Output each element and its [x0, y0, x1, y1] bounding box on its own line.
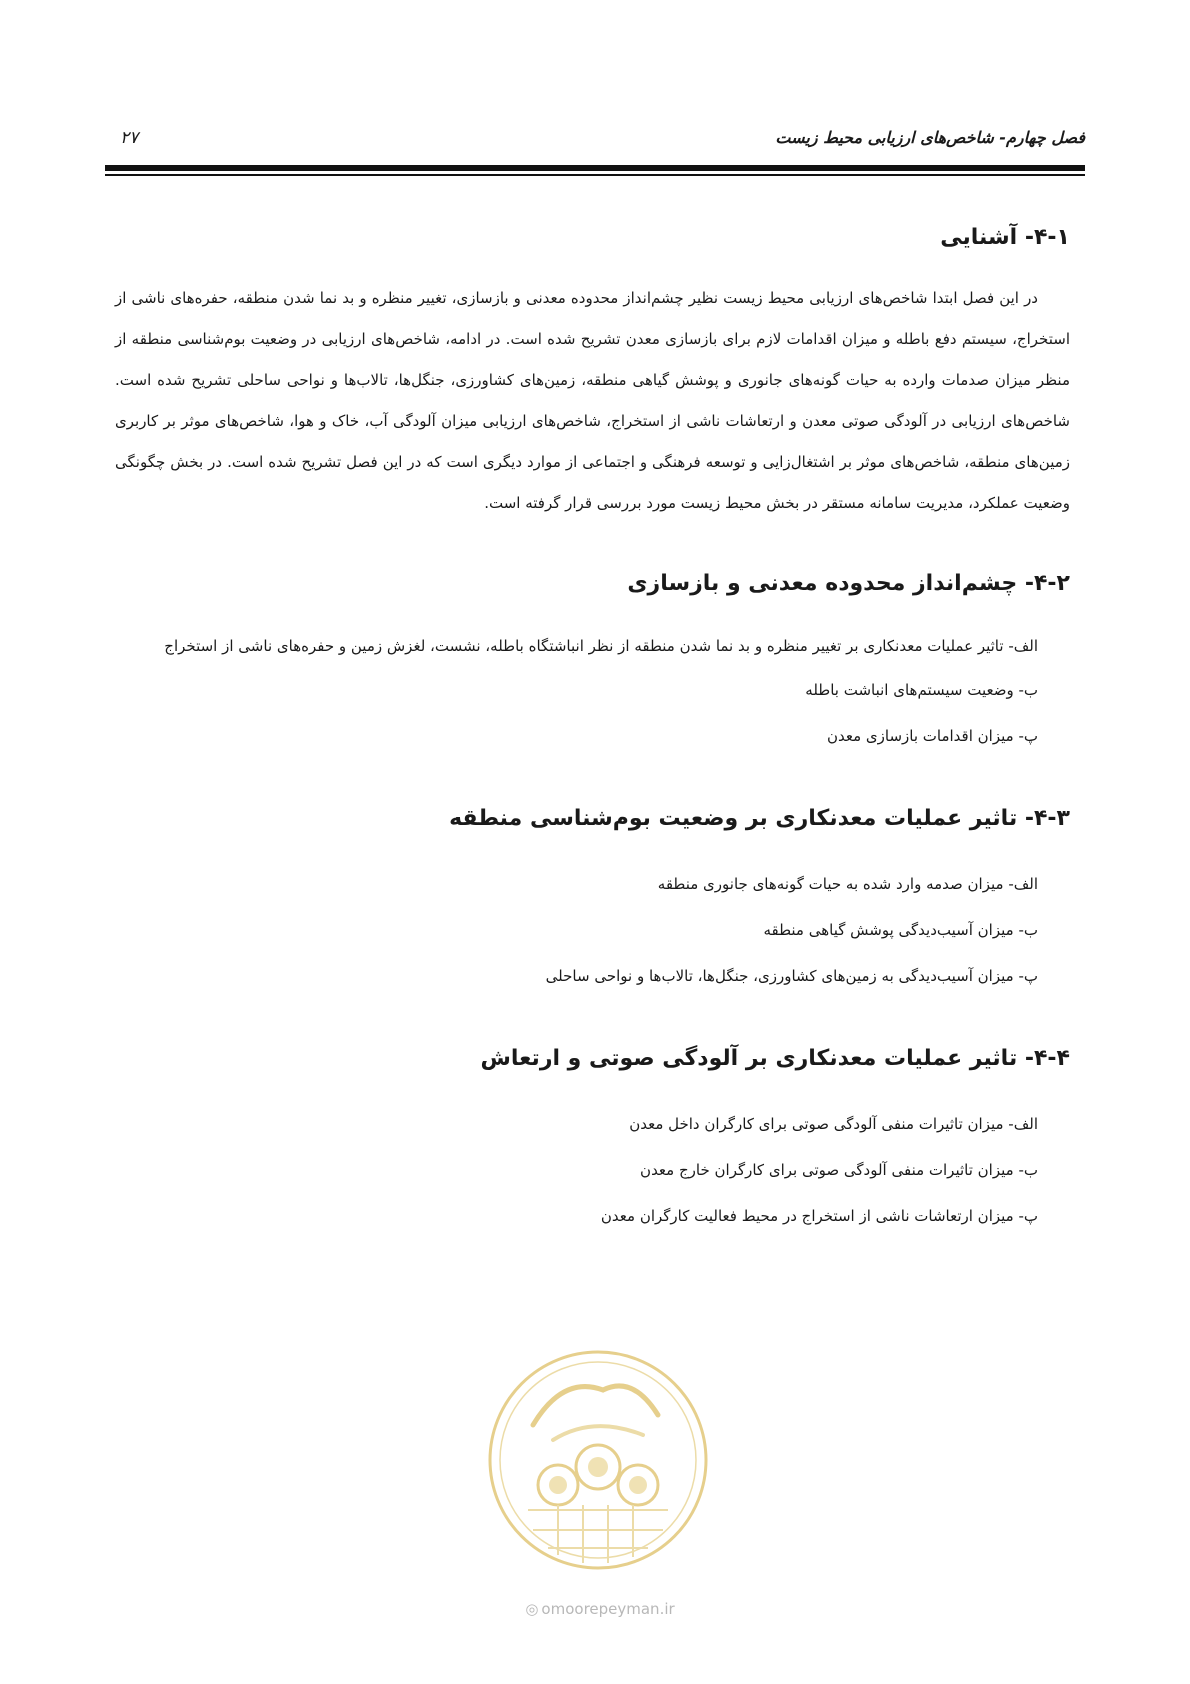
section-landscape	[115, 564, 1070, 759]
list-item: ب- وضعیت سیستم‌های انباشت باطله	[805, 681, 1038, 699]
header-rule-thin	[105, 174, 1085, 176]
intro-paragraph: در این فصل ابتدا شاخص‌های ارزیابی محیط زیست نظیر چشم‌انداز محدوده معدنی و بازسازی، تغییر منظره و بد نما شدن منطقه، حفره‌های ناشی از استخراج، سیستم دفع باطله و میزان اقدامات لازم برای بازسازی معدن تشریح شده است. در ادامه، شاخص‌های ارزیابی در وضعیت بوم‌شناسی منطقه از منظر میزان صدمات وارده به حیات گونه‌های جانوری و پوشش گیاهی منطقه، زمین‌های کشاورزی، جنگل‌ها، تالاب‌ها و نواحی ساحلی تشریح شده است. شاخص‌های ارزیابی در آلودگی صوتی معدن و ارتعاشات ناشی از استخراج، شاخص‌های ارزیابی میزان آلودگی آب، خاک و هوا، شاخص‌های موثر بر کاربری زمین‌های منطقه، شاخص‌های موثر بر اشتغال‌زایی و توسعه فرهنگی و اجتماعی از موارد دیگری است که در این فصل تشریح شده است. در بخش چگونگی وضعیت عملکرد، مدیریت سامانه مستقر در بخش محیط زیست مورد بررسی قرار گرفته است.	[115, 289, 1070, 512]
list-item: الف- میزان صدمه وارد شده به حیات گونه‌های جانوری منطقه	[657, 875, 1038, 893]
item-list	[115, 626, 1070, 759]
section-introduction	[115, 218, 1070, 524]
list-item: الف- تاثیر عملیات معدنکاری بر تغییر منظره و بد نما شدن منطقه از نظر انباشتگاه باطله، نشست، لغزش زمین و حفره‌های ناشی از استخراج	[164, 637, 1038, 655]
list-item: الف- میزان تاثیرات منفی آلودگی صوتی برای کارگران داخل معدن	[629, 1115, 1038, 1133]
page-content	[115, 205, 1070, 1239]
section-heading: ۴-۱- آشنایی	[940, 225, 1070, 250]
list-item: پ- میزان ارتعاشات ناشی از استخراج در محیط فعالیت کارگران معدن	[600, 1207, 1038, 1225]
item-list	[115, 861, 1070, 999]
list-item: ب- میزان آسیب‌دیدگی پوشش گیاهی منطقه	[763, 921, 1038, 939]
publisher-seal-icon	[483, 1345, 713, 1575]
list-item: پ- میزان اقدامات بازسازی معدن	[826, 727, 1038, 745]
watermark-text: omoorepeyman.ir	[541, 1600, 675, 1618]
section-heading: ۴-۳- تاثیر عملیات معدنکاری بر وضعیت بوم‌شناسی منطقه	[449, 806, 1070, 831]
list-item: پ- میزان آسیب‌دیدگی به زمین‌های کشاورزی، جنگل‌ها، تالاب‌ها و نواحی ساحلی	[545, 967, 1038, 985]
section-noise	[115, 1039, 1070, 1239]
globe-icon: ◎	[525, 1600, 539, 1618]
page-number: ۲۷	[120, 128, 139, 148]
header-rule-thick	[105, 165, 1085, 171]
list-item: ب- میزان تاثیرات منفی آلودگی صوتی برای کارگران خارج معدن	[640, 1161, 1038, 1179]
section-ecology	[115, 799, 1070, 999]
page-header	[105, 118, 1085, 150]
running-title: فصل چهارم- شاخص‌های ارزیابی محیط زیست	[775, 128, 1085, 147]
site-watermark	[480, 1600, 720, 1618]
section-heading: ۴-۴- تاثیر عملیات معدنکاری بر آلودگی صوتی و ارتعاش	[480, 1046, 1070, 1071]
section-heading: ۴-۲- چشم‌انداز محدوده معدنی و بازسازی	[627, 571, 1070, 596]
item-list	[115, 1101, 1070, 1239]
